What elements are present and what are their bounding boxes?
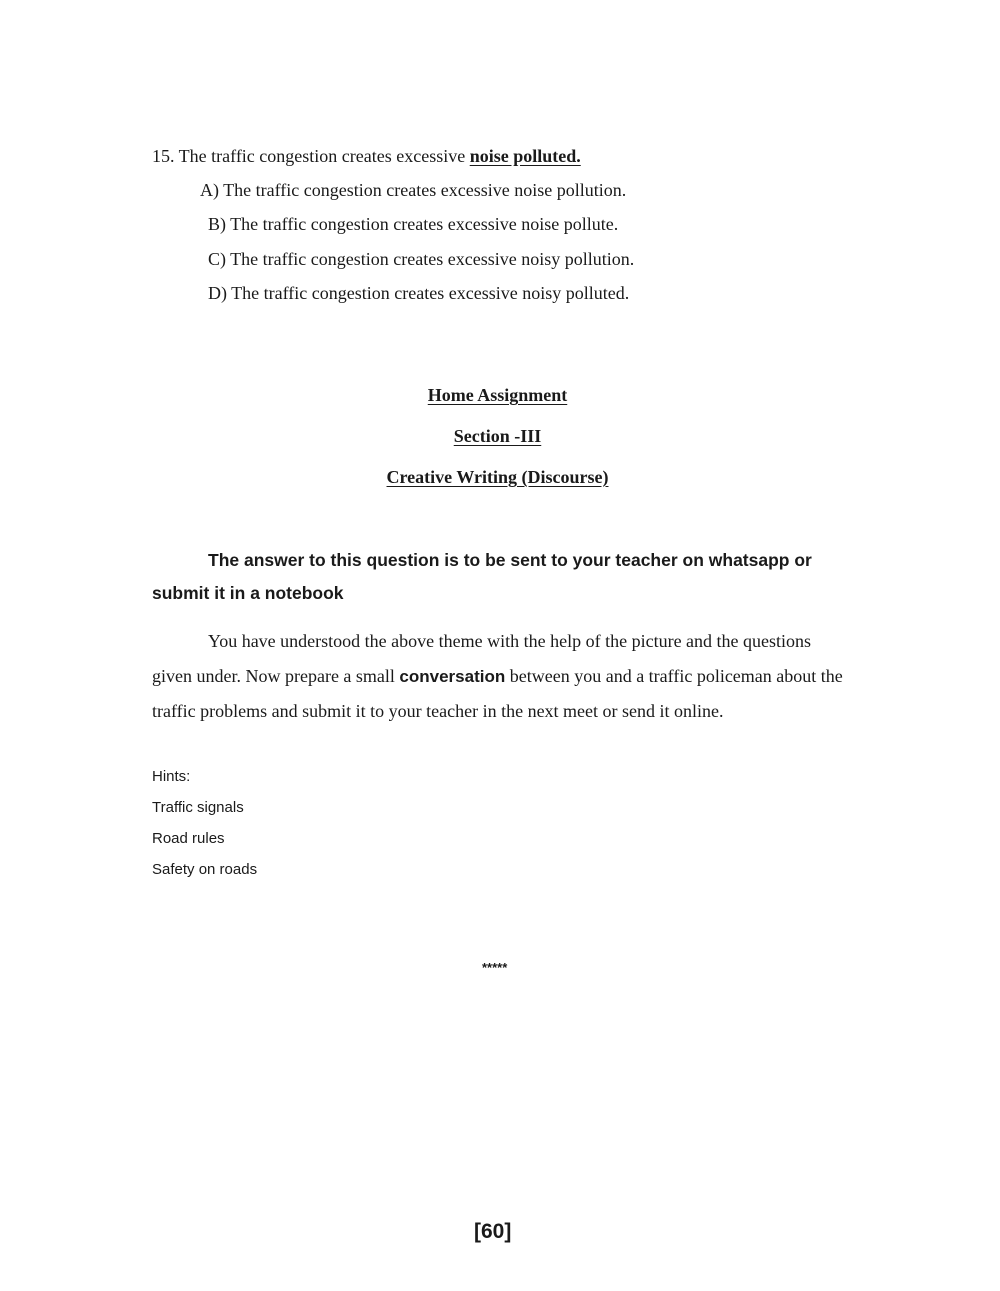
option-a: A) The traffic congestion creates excessive noise pollution.	[200, 180, 627, 200]
hint-item: Traffic signals	[152, 799, 244, 816]
question-stem	[152, 146, 581, 167]
hint-item: Safety on roads	[152, 861, 258, 878]
page-number: [60]	[474, 1220, 512, 1243]
instruction-line-1: The answer to this question is to be sent to your teacher on whatsapp or	[208, 550, 812, 570]
option-d: D) The traffic congestion creates excessive noisy polluted.	[208, 283, 630, 303]
heading-home-assignment: Home Assignment	[427, 385, 568, 405]
task-emphasis: conversation	[399, 666, 506, 686]
option-c: C) The traffic congestion creates excessive noisy pollution.	[208, 249, 635, 269]
heading-section: Section -III	[453, 426, 542, 446]
instruction-line-2: submit it in a notebook	[152, 583, 344, 603]
separator-stars: *****	[482, 960, 508, 975]
task-text-part-1: You have understood the above theme with the help of the picture and the questions given under. Now prepare a small	[152, 631, 812, 686]
task-paragraph	[152, 624, 852, 729]
task-text-part-2: between you and a traffic policeman about the traffic problems and submit it to your teacher in the next meet or send it online.	[152, 665, 843, 721]
question-stem-text: 15. The traffic congestion creates excessive	[152, 146, 470, 166]
heading-creative-writing: Creative Writing (Discourse)	[386, 467, 609, 487]
hint-item: Road rules	[152, 830, 225, 847]
question-error-phrase: noise polluted.	[469, 146, 581, 166]
option-b: B) The traffic congestion creates excessive noise pollute.	[208, 214, 619, 234]
hints-label: Hints:	[152, 768, 191, 785]
